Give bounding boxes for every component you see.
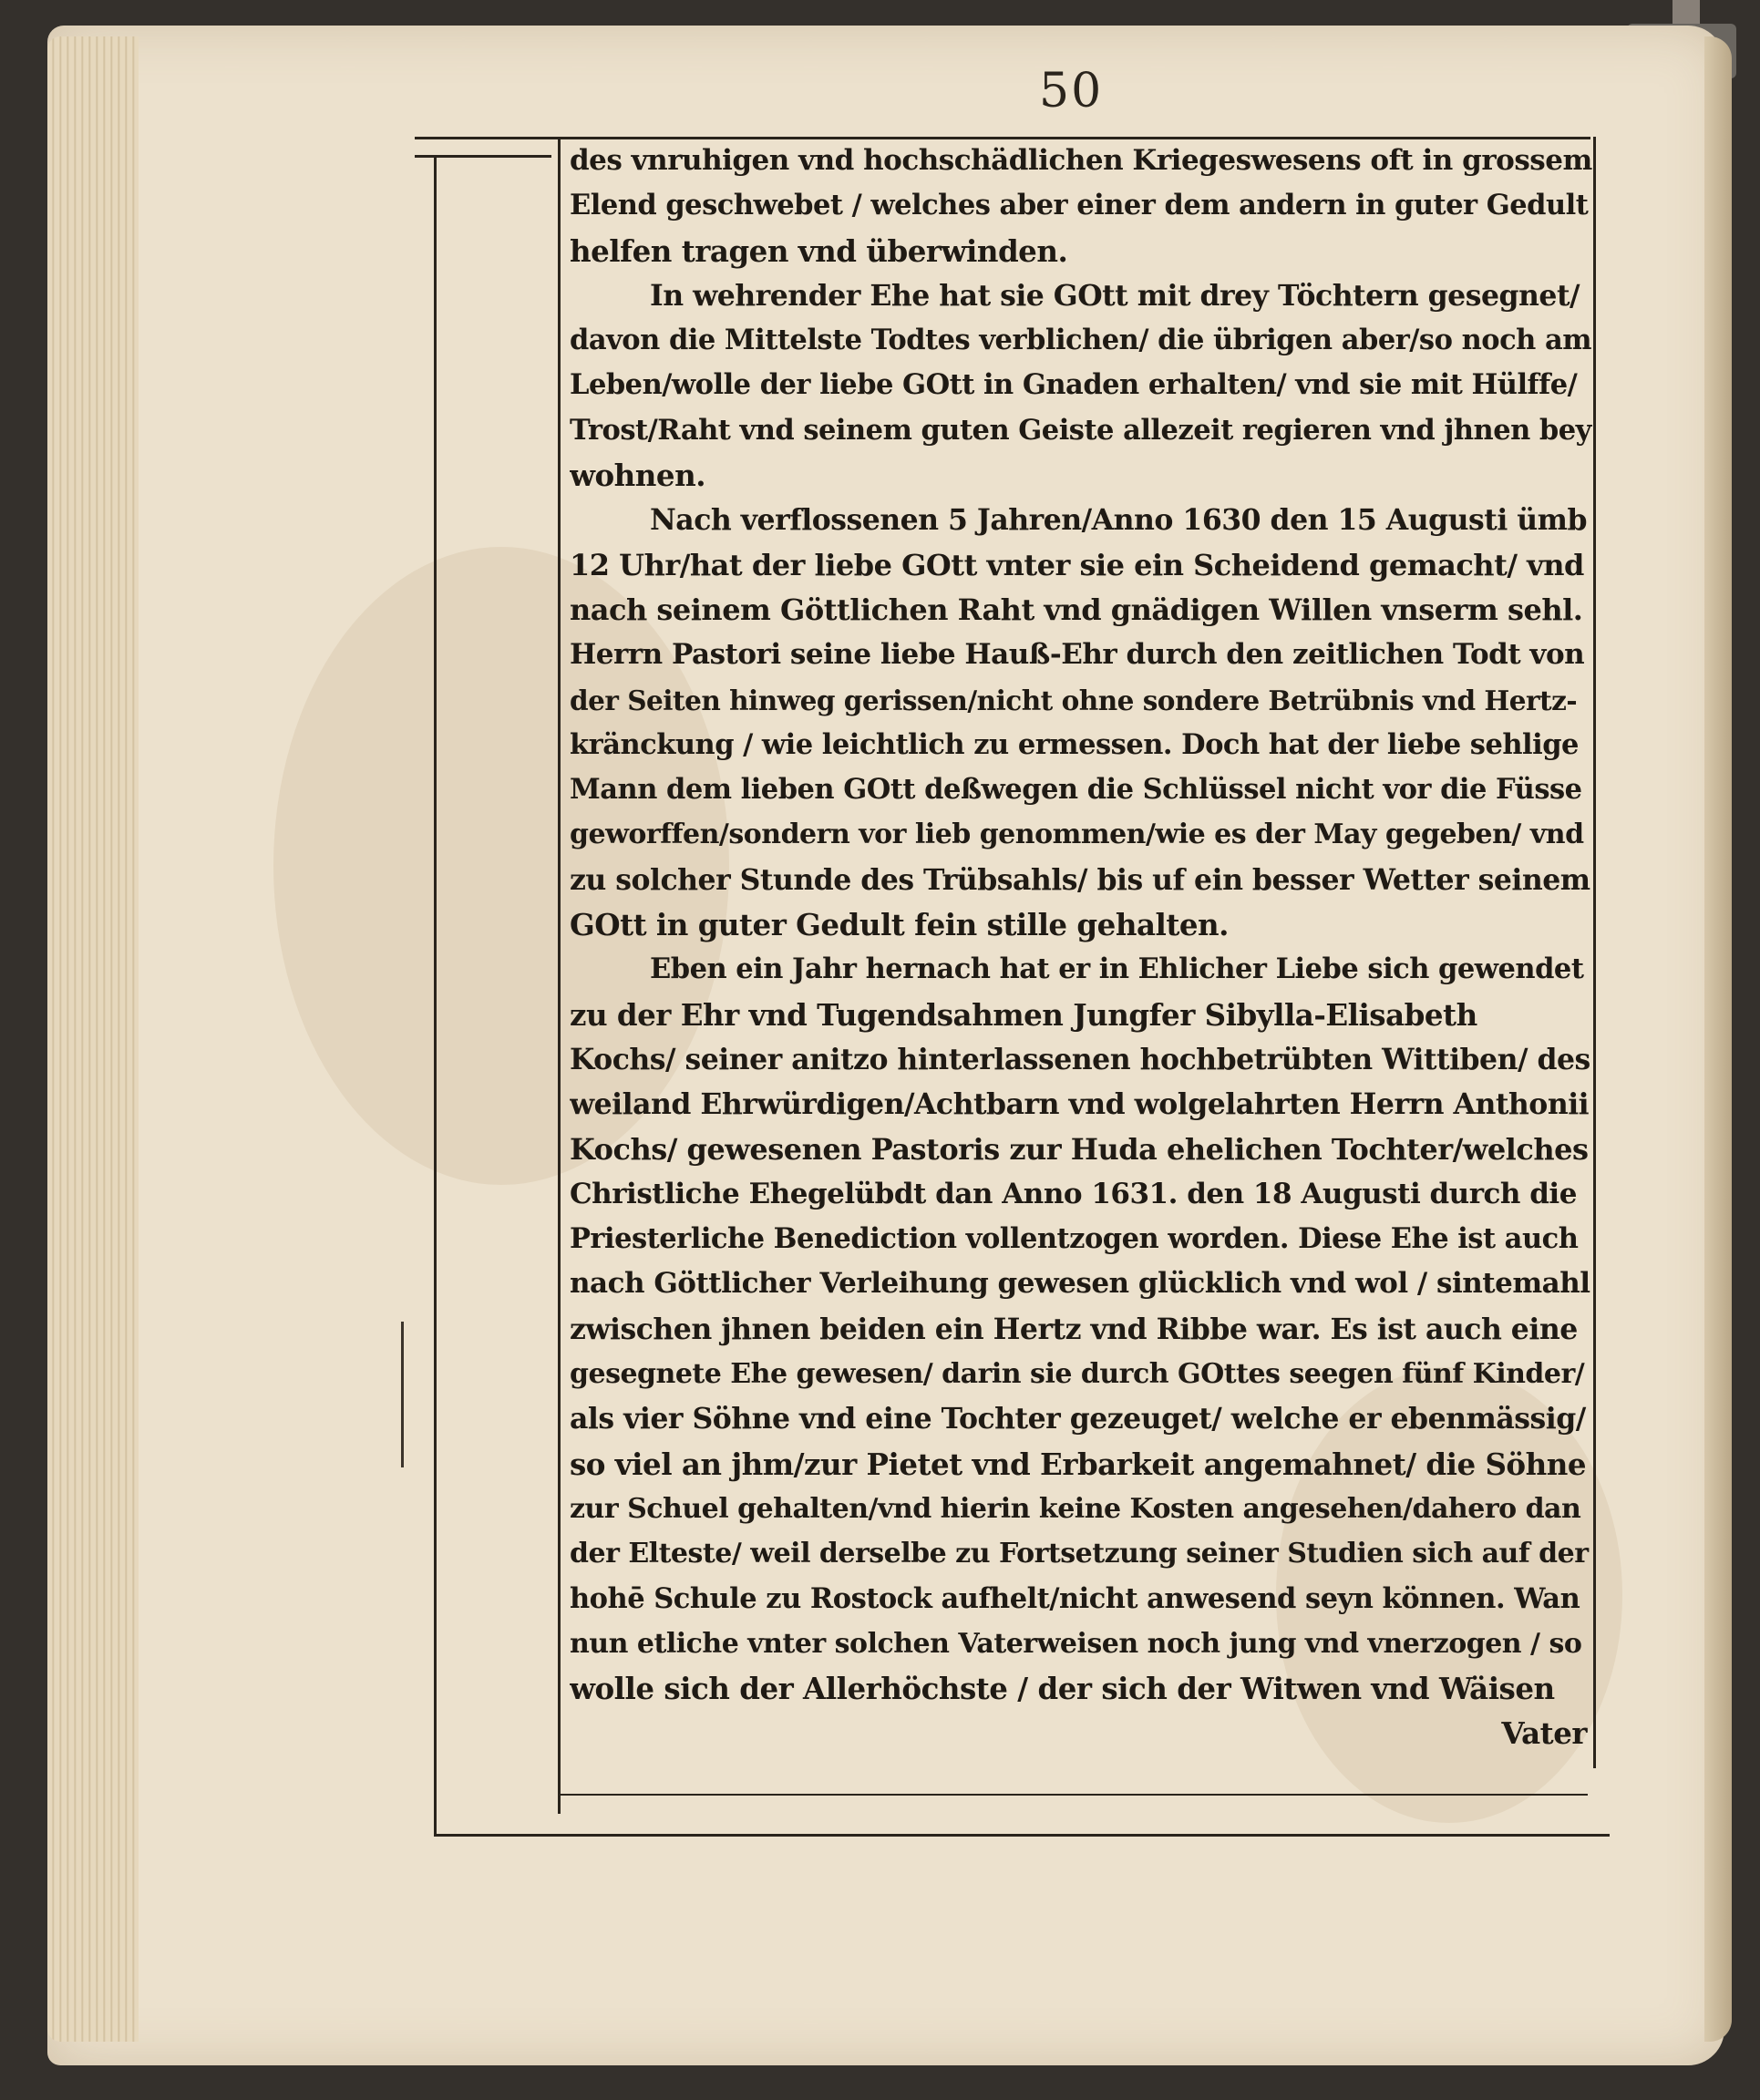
- text-line: Nach verflossenen 5 Jahren/Anno 1630 den 15 Augusti ümb: [650, 503, 1588, 538]
- page-stack-edges: [47, 36, 139, 2042]
- text-line: zu der Ehr vnd Tugendsahmen Jungfer Sibylla-Elisabeth: [570, 996, 1477, 1033]
- text-line: In wehrender Ehe hat sie GOtt mit drey Töchtern gesegnet/: [650, 278, 1580, 313]
- text-line: Priesterliche Benediction vollentzogen worden. Diese Ehe ist auch: [570, 1222, 1579, 1256]
- body-text: [570, 139, 1592, 1756]
- text-line: Mann dem lieben GOtt deßwegen die Schlüssel nicht vor die Füsse: [570, 773, 1582, 807]
- text-line: gesegnete Ehe gewesen/ darin sie durch GOttes seegen fünf Kinder/: [570, 1358, 1585, 1391]
- text-line: nach seinem Göttlichen Raht vnd gnädigen Willen vnserm sehl.: [570, 592, 1583, 627]
- text-line: zwischen jhnen beiden ein Hertz vnd Ribbe war. Es ist auch eine: [570, 1312, 1578, 1346]
- text-line: Trost/Raht vnd seinem guten Geiste allezeit regieren vnd jhnen bey: [570, 413, 1591, 447]
- text-line: helfen tragen vnd überwinden.: [570, 232, 1068, 269]
- text-line: davon die Mittelste Todtes verblichen/ die übrigen aber/so noch am: [570, 324, 1591, 357]
- text-line: geworffen/sondern vor lieb genommen/wie es der May gegeben/ vnd: [570, 818, 1584, 851]
- frame-rule-bottom: [436, 1834, 1610, 1837]
- frame-rule-left: [434, 155, 437, 1837]
- margin-mark: [401, 1322, 404, 1467]
- text-line: zu solcher Stunde des Trübsahls/ bis uf ein besser Wetter seinem: [570, 862, 1590, 897]
- text-line: der Elteste/ weil derselbe zu Fortsetzung seiner Studien sich auf der: [570, 1538, 1589, 1570]
- inner-rule-bottom: [558, 1794, 1588, 1796]
- text-line: kränckung / wie leichtlich zu ermessen. Doch hat der liebe sehlige: [570, 727, 1579, 761]
- text-line: Kochs/ seiner anitzo hinterlassenen hochbetrübten Wittiben/ des: [570, 1042, 1590, 1076]
- text-line: Christliche Ehegelübdt dan Anno 1631. den 18 Augusti durch die: [570, 1177, 1577, 1210]
- text-line: Herrn Pastori seine liebe Hauß-Ehr durch den zeitlichen Todt von: [570, 638, 1585, 672]
- text-line: so viel an jhm/zur Pietet vnd Erbarkeit angemahnet/ die Söhne: [570, 1446, 1587, 1482]
- text-line: nun etliche vnter solchen Vaterweisen noch jung vnd vnerzogen / so: [570, 1627, 1582, 1660]
- text-line: als vier Söhne vnd eine Tochter gezeuget/ welche er ebenmässig/: [570, 1402, 1586, 1436]
- page-number: 50: [1039, 64, 1104, 118]
- text-line: zur Schuel gehalten/vnd hierin keine Kosten angesehen/dahero dan: [570, 1492, 1581, 1525]
- text-line: der Seiten hinweg gerissen/nicht ohne sondere Betrübnis vnd Hertz-: [570, 684, 1578, 716]
- text-line: wohnen.: [570, 458, 706, 494]
- text-line: des vnruhigen vnd hochschädlichen Kriegeswesens oft in grossem: [570, 144, 1592, 177]
- text-line: Elend geschwebet / welches aber einer dem andern in guter Gedult: [570, 189, 1589, 222]
- text-line: Leben/wolle der liebe GOtt in Gnaden erhalten/ vnd sie mit Hülffe/: [570, 368, 1578, 402]
- column-rule-right: [1593, 137, 1596, 1768]
- catchword: Vater: [1501, 1715, 1587, 1752]
- text-line: wolle sich der Allerhöchste / der sich der Witwen vnd Wäisen: [570, 1671, 1555, 1707]
- column-rule-left: [558, 137, 561, 1814]
- text-line: hohē Schule zu Rostock aufhelt/nicht anwesend seyn können. Wan: [570, 1581, 1580, 1615]
- text-line: 12 Uhr/hat der liebe GOtt vnter sie ein Scheidend gemacht/ vnd: [570, 547, 1584, 582]
- text-line: Eben ein Jahr hernach hat er in Ehlicher Liebe sich gewendet: [650, 952, 1584, 986]
- text-line: GOtt in guter Gedult fein stille gehalten.: [570, 907, 1229, 943]
- text-line: weiland Ehrwürdigen/Achtbarn vnd wolgelahrten Herrn Anthonii: [570, 1087, 1590, 1122]
- page-right-edge: [1704, 36, 1732, 2042]
- text-line: nach Göttlicher Verleihung gewesen glücklich vnd wol / sintemahl: [570, 1267, 1590, 1301]
- text-line: Kochs/ gewesenen Pastoris zur Huda ehelichen Tochter/welches: [570, 1131, 1589, 1167]
